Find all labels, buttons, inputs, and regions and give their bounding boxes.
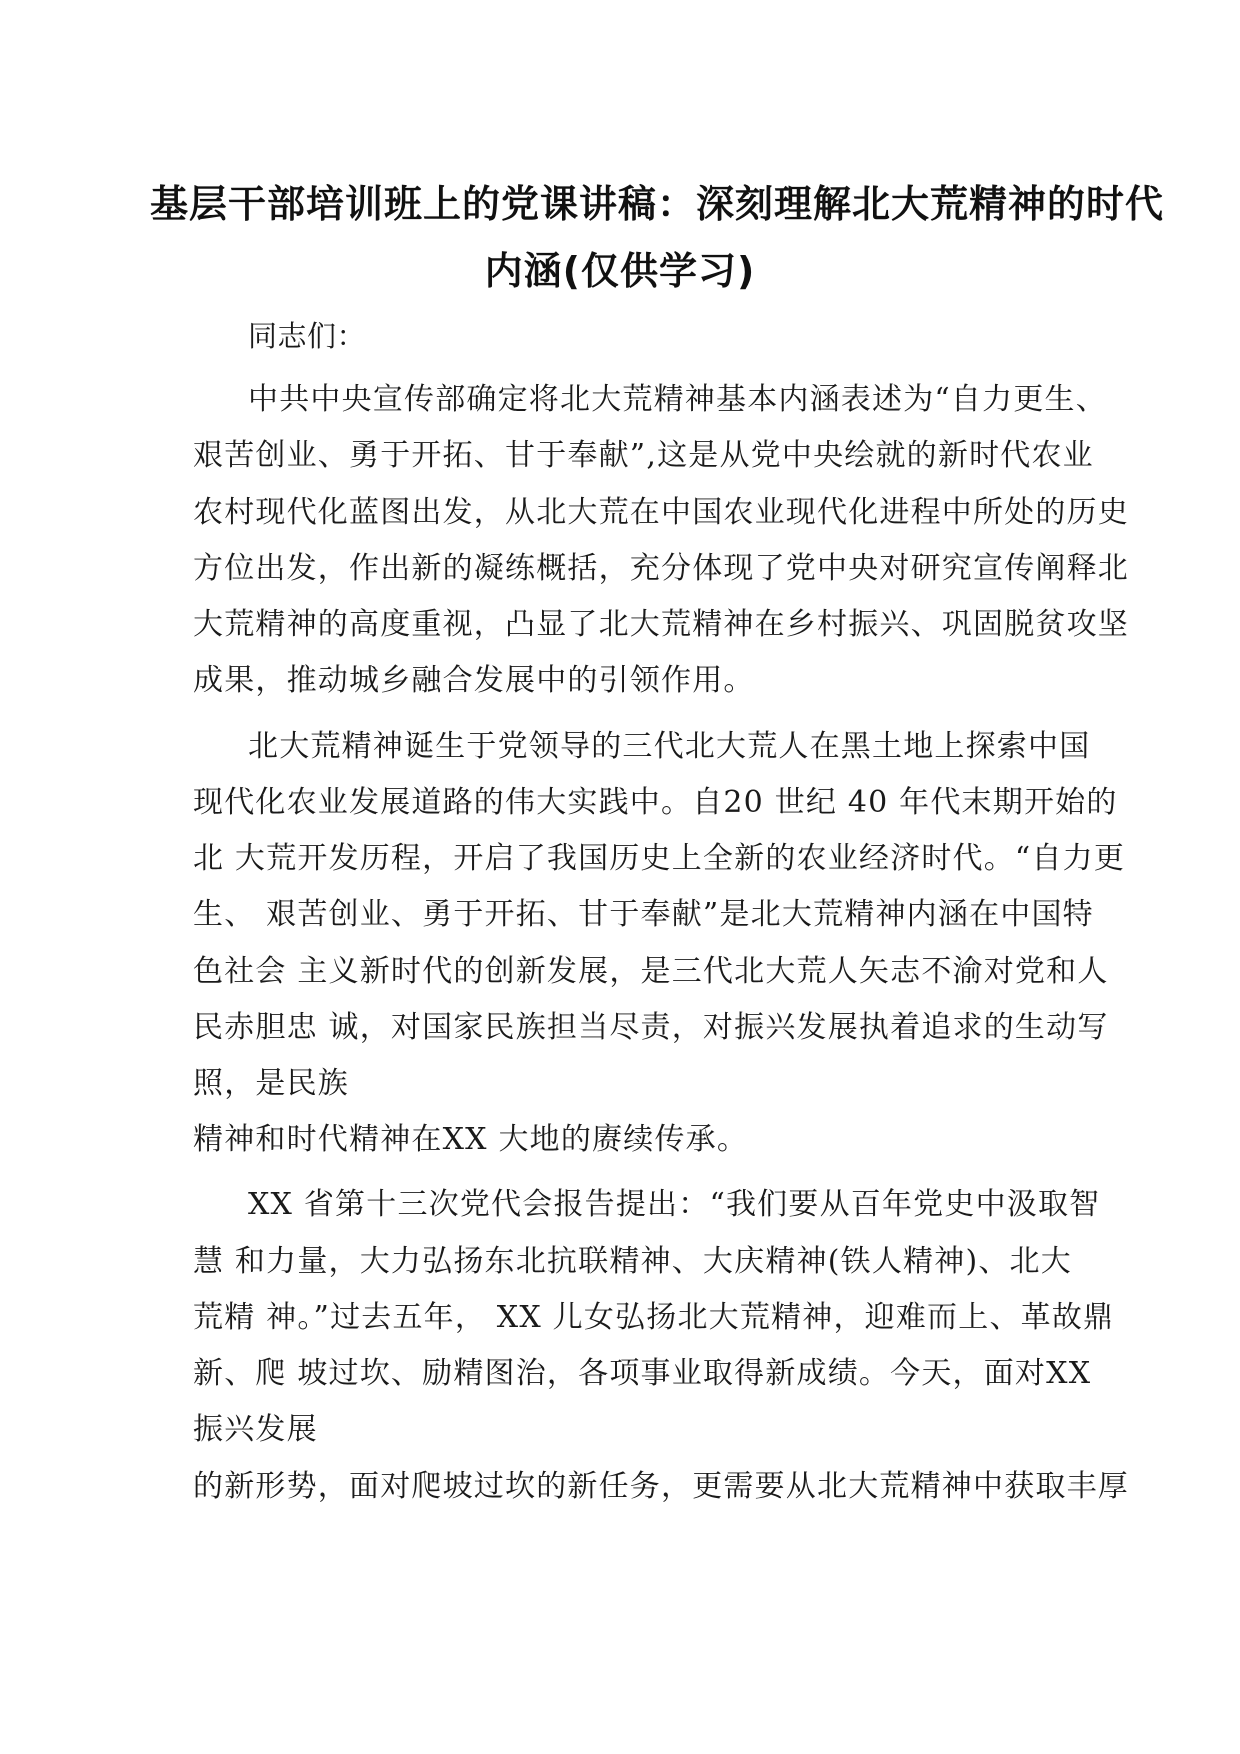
document-title-line-1: 基层干部培训班上的党课讲稿：深刻理解北大荒精神的时代 — [150, 182, 1165, 226]
paragraph-2-line: 北大荒精神诞生于党领导的三代北大荒人在黑土地上探索中国 — [248, 729, 1091, 764]
paragraph-3-line: 的新形势，面对爬坡过坎的新任务，更需要从北大荒精神中获取丰厚 — [193, 1469, 1129, 1504]
paragraph-1-line: 成果，推动城乡融合发展中的引领作用。 — [193, 663, 755, 698]
greeting: 同志们： — [248, 319, 367, 353]
paragraph-3-line: 新、爬 坡过坎、励精图治，各项事业取得新成绩。今天，面对XX — [193, 1356, 1092, 1391]
document-title-line-2: 内涵(仅供学习) — [484, 249, 756, 293]
paragraph-2-line: 现代化农业发展道路的伟大实践中。自20 世纪 40 年代末期开始的 — [193, 785, 1118, 820]
paragraph-3-line: XX 省第十三次党代会报告提出：“我们要从百年党史中汲取智 — [248, 1187, 1101, 1222]
paragraph-1-line: 方位出发，作出新的凝练概括，充分体现了党中央对研究宣传阐释北 — [193, 551, 1129, 586]
paragraph-1-line: 大荒精神的高度重视，凸显了北大荒精神在乡村振兴、巩固脱贫攻坚 — [193, 607, 1129, 642]
paragraph-2-line: 色社会 主义新时代的创新发展，是三代北大荒人矢志不渝对党和人 — [193, 954, 1109, 989]
paragraph-3-line: 振兴发展 — [193, 1412, 318, 1447]
paragraph-3-line: 慧 和力量，大力弘扬东北抗联精神、大庆精神(铁人精神)、北大 — [193, 1244, 1072, 1279]
paragraph-2-line: 精神和时代精神在XX 大地的赓续传承。 — [193, 1122, 749, 1157]
paragraph-2-line: 民赤胆忠 诚，对国家民族担当尽责，对振兴发展执着追求的生动写 — [193, 1010, 1109, 1045]
paragraph-2-line: 北 大荒开发历程，开启了我国历史上全新的农业经济时代。“自力更 — [193, 841, 1126, 876]
paragraph-1-line: 中共中央宣传部确定将北大荒精神基本内涵表述为“自力更生、 — [248, 382, 1107, 417]
paragraph-3-line: 荒精 神。”过去五年， XX 儿女弘扬北大荒精神，迎难而上、革故鼎 — [193, 1300, 1115, 1335]
paragraph-1-line: 农村现代化蓝图出发，从北大荒在中国农业现代化进程中所处的历史 — [193, 495, 1129, 530]
paragraph-2-line: 生、 艰苦创业、勇于开拓、甘于奉献”是北大荒精神内涵在中国特 — [193, 897, 1094, 932]
paragraph-1-line: 艰苦创业、勇于开拓、甘于奉献”,这是从党中央绘就的新时代农业 — [193, 438, 1094, 473]
paragraph-2-line: 照，是民族 — [193, 1066, 349, 1101]
